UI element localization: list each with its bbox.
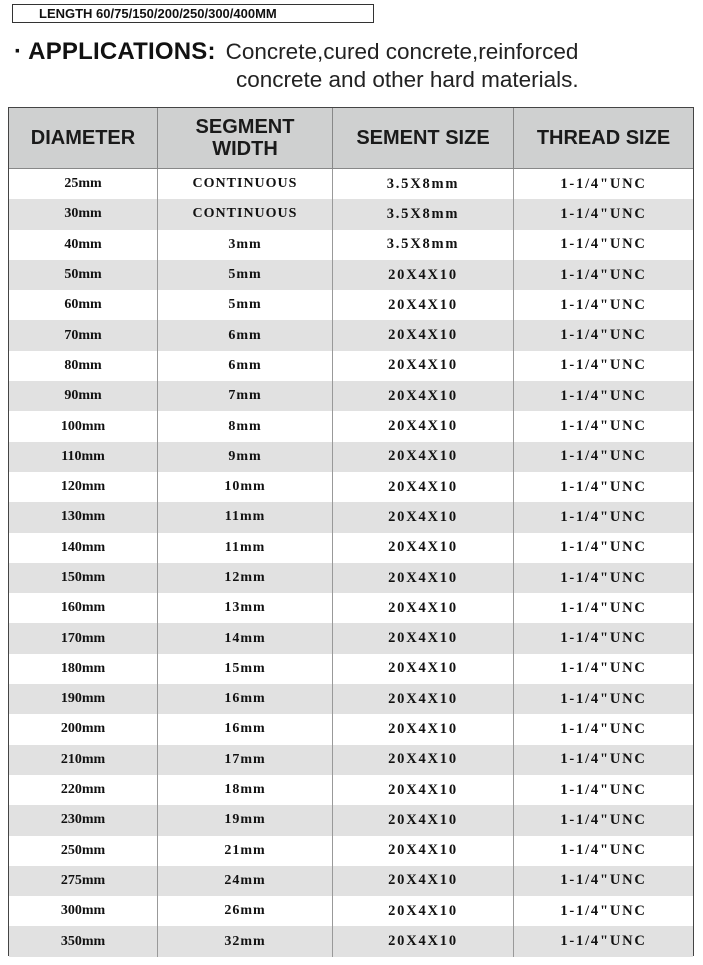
- cell-segment-width: 21mm: [158, 836, 333, 866]
- cell-segment-width: 26mm: [158, 896, 333, 926]
- cell-sement-size: 20X4X10: [333, 714, 514, 744]
- table-row: [9, 502, 693, 532]
- table-row: [9, 623, 693, 653]
- table-row: [9, 230, 693, 260]
- cell-sement-size: 3.5X8mm: [333, 230, 514, 260]
- cell-thread-size: 1-1/4"UNC: [560, 478, 647, 495]
- cell-sement-size: 3.5X8mm: [333, 199, 514, 229]
- cell-thread-size: 1-1/4"UNC: [560, 327, 647, 344]
- cell-thread-size: 1-1/4"UNC: [560, 448, 647, 465]
- cell-thread-size: 1-1/4"UNC: [560, 508, 647, 525]
- cell-diameter: 120mm: [9, 472, 158, 502]
- cell-thread-size: 1-1/4"UNC: [560, 720, 647, 737]
- cell-segment-width: 14mm: [158, 623, 333, 653]
- table-body: [9, 169, 693, 957]
- cell-diameter: 220mm: [9, 775, 158, 805]
- applications-section: [14, 38, 694, 92]
- table-row: [9, 926, 693, 956]
- cell-diameter: 40mm: [9, 230, 158, 260]
- cell-segment-width: 17mm: [158, 745, 333, 775]
- cell-sement-size: 20X4X10: [333, 623, 514, 653]
- cell-diameter: 160mm: [9, 593, 158, 623]
- table-row: [9, 866, 693, 896]
- cell-sement-size: 20X4X10: [333, 320, 514, 350]
- applications-text-line1: Concrete,cured concrete,reinforced: [225, 39, 579, 64]
- cell-thread-size: 1-1/4"UNC: [560, 266, 647, 283]
- header-diameter: DIAMETER: [9, 108, 158, 168]
- cell-diameter: 25mm: [9, 169, 158, 199]
- table-row: [9, 320, 693, 350]
- table-row: [9, 411, 693, 441]
- cell-sement-size: 20X4X10: [333, 563, 514, 593]
- cell-segment-width: 6mm: [158, 351, 333, 381]
- cell-segment-width: 16mm: [158, 714, 333, 744]
- cell-thread-size: 1-1/4"UNC: [560, 296, 647, 313]
- table-row: [9, 805, 693, 835]
- cell-diameter: 150mm: [9, 563, 158, 593]
- cell-diameter: 170mm: [9, 623, 158, 653]
- cell-sement-size: 20X4X10: [333, 381, 514, 411]
- cell-diameter: 210mm: [9, 745, 158, 775]
- spec-table: [8, 107, 694, 956]
- cell-diameter: 30mm: [9, 199, 158, 229]
- cell-thread-size: 1-1/4"UNC: [560, 811, 647, 828]
- cell-sement-size: 20X4X10: [333, 442, 514, 472]
- table-row: [9, 290, 693, 320]
- cell-thread-size: 1-1/4"UNC: [560, 175, 647, 192]
- cell-diameter: 350mm: [9, 926, 158, 956]
- table-row: [9, 745, 693, 775]
- cell-thread-size: 1-1/4"UNC: [560, 599, 647, 616]
- cell-sement-size: 20X4X10: [333, 533, 514, 563]
- cell-thread-size: 1-1/4"UNC: [560, 569, 647, 586]
- cell-segment-width: 19mm: [158, 805, 333, 835]
- table-row: [9, 199, 693, 229]
- cell-segment-width: 11mm: [158, 533, 333, 563]
- cell-thread-size: 1-1/4"UNC: [560, 902, 647, 919]
- cell-thread-size: 1-1/4"UNC: [560, 630, 647, 647]
- cell-segment-width: 8mm: [158, 411, 333, 441]
- cell-diameter: 230mm: [9, 805, 158, 835]
- table-row: [9, 836, 693, 866]
- table-row: [9, 896, 693, 926]
- header-segment-width: SEGMENT WIDTH: [158, 108, 333, 168]
- cell-segment-width: 11mm: [158, 502, 333, 532]
- cell-segment-width: 18mm: [158, 775, 333, 805]
- cell-thread-size: 1-1/4"UNC: [560, 690, 647, 707]
- cell-sement-size: 20X4X10: [333, 684, 514, 714]
- cell-thread-size: 1-1/4"UNC: [560, 933, 647, 950]
- cell-sement-size: 20X4X10: [333, 926, 514, 956]
- cell-diameter: 90mm: [9, 381, 158, 411]
- cell-diameter: 140mm: [9, 533, 158, 563]
- cell-sement-size: 20X4X10: [333, 836, 514, 866]
- cell-segment-width: 12mm: [158, 563, 333, 593]
- cell-segment-width: CONTINUOUS: [158, 169, 333, 199]
- cell-diameter: 250mm: [9, 836, 158, 866]
- cell-segment-width: 15mm: [158, 654, 333, 684]
- cell-sement-size: 20X4X10: [333, 351, 514, 381]
- cell-thread-size: 1-1/4"UNC: [560, 205, 647, 222]
- cell-segment-width: 7mm: [158, 381, 333, 411]
- cell-diameter: 60mm: [9, 290, 158, 320]
- cell-diameter: 110mm: [9, 442, 158, 472]
- cell-segment-width: 3mm: [158, 230, 333, 260]
- cell-diameter: 200mm: [9, 714, 158, 744]
- table-row: [9, 684, 693, 714]
- cell-segment-width: 10mm: [158, 472, 333, 502]
- table-row: [9, 563, 693, 593]
- table-row: [9, 714, 693, 744]
- cell-thread-size: 1-1/4"UNC: [560, 387, 647, 404]
- header-sement-size: SEMENT SIZE: [333, 108, 514, 168]
- cell-segment-width: 9mm: [158, 442, 333, 472]
- cell-diameter: 130mm: [9, 502, 158, 532]
- cell-sement-size: 20X4X10: [333, 260, 514, 290]
- cell-segment-width: 5mm: [158, 260, 333, 290]
- applications-label: · APPLICATIONS:: [14, 38, 216, 65]
- cell-diameter: 190mm: [9, 684, 158, 714]
- table-row: [9, 381, 693, 411]
- cell-thread-size: 1-1/4"UNC: [560, 236, 647, 253]
- table-row: [9, 351, 693, 381]
- cell-thread-size: 1-1/4"UNC: [560, 357, 647, 374]
- cell-segment-width: 5mm: [158, 290, 333, 320]
- cell-thread-size: 1-1/4"UNC: [560, 781, 647, 798]
- cell-segment-width: 24mm: [158, 866, 333, 896]
- cell-thread-size: 1-1/4"UNC: [560, 842, 647, 859]
- cell-diameter: 80mm: [9, 351, 158, 381]
- table-row: [9, 472, 693, 502]
- cell-thread-size: 1-1/4"UNC: [560, 872, 647, 889]
- cell-diameter: 70mm: [9, 320, 158, 350]
- cell-segment-width: 6mm: [158, 320, 333, 350]
- cell-diameter: 300mm: [9, 896, 158, 926]
- cell-sement-size: 20X4X10: [333, 896, 514, 926]
- cell-sement-size: 20X4X10: [333, 290, 514, 320]
- cell-sement-size: 20X4X10: [333, 654, 514, 684]
- cell-sement-size: 20X4X10: [333, 593, 514, 623]
- cell-sement-size: 20X4X10: [333, 411, 514, 441]
- table-header: [9, 108, 693, 169]
- table-row: [9, 260, 693, 290]
- cell-sement-size: 20X4X10: [333, 805, 514, 835]
- cell-sement-size: 20X4X10: [333, 745, 514, 775]
- table-row: [9, 593, 693, 623]
- cell-sement-size: 20X4X10: [333, 866, 514, 896]
- header-thread-size: THREAD SIZE: [536, 127, 671, 149]
- cell-segment-width: 13mm: [158, 593, 333, 623]
- table-row: [9, 169, 693, 199]
- cell-segment-width: CONTINUOUS: [158, 199, 333, 229]
- table-row: [9, 654, 693, 684]
- cell-thread-size: 1-1/4"UNC: [560, 751, 647, 768]
- cell-thread-size: 1-1/4"UNC: [560, 539, 647, 556]
- cell-diameter: 100mm: [9, 411, 158, 441]
- cell-sement-size: 20X4X10: [333, 502, 514, 532]
- cell-sement-size: 3.5X8mm: [333, 169, 514, 199]
- cell-thread-size: 1-1/4"UNC: [560, 660, 647, 677]
- table-row: [9, 533, 693, 563]
- table-row: [9, 775, 693, 805]
- cell-sement-size: 20X4X10: [333, 775, 514, 805]
- cell-thread-size: 1-1/4"UNC: [560, 418, 647, 435]
- cell-sement-size: 20X4X10: [333, 472, 514, 502]
- cell-segment-width: 32mm: [158, 926, 333, 956]
- cell-segment-width: 16mm: [158, 684, 333, 714]
- table-row: [9, 442, 693, 472]
- cell-diameter: 50mm: [9, 260, 158, 290]
- applications-text-line2: concrete and other hard materials.: [236, 67, 579, 92]
- cell-diameter: 180mm: [9, 654, 158, 684]
- length-label: LENGTH 60/75/150/200/250/300/400MM: [12, 4, 374, 23]
- cell-diameter: 275mm: [9, 866, 158, 896]
